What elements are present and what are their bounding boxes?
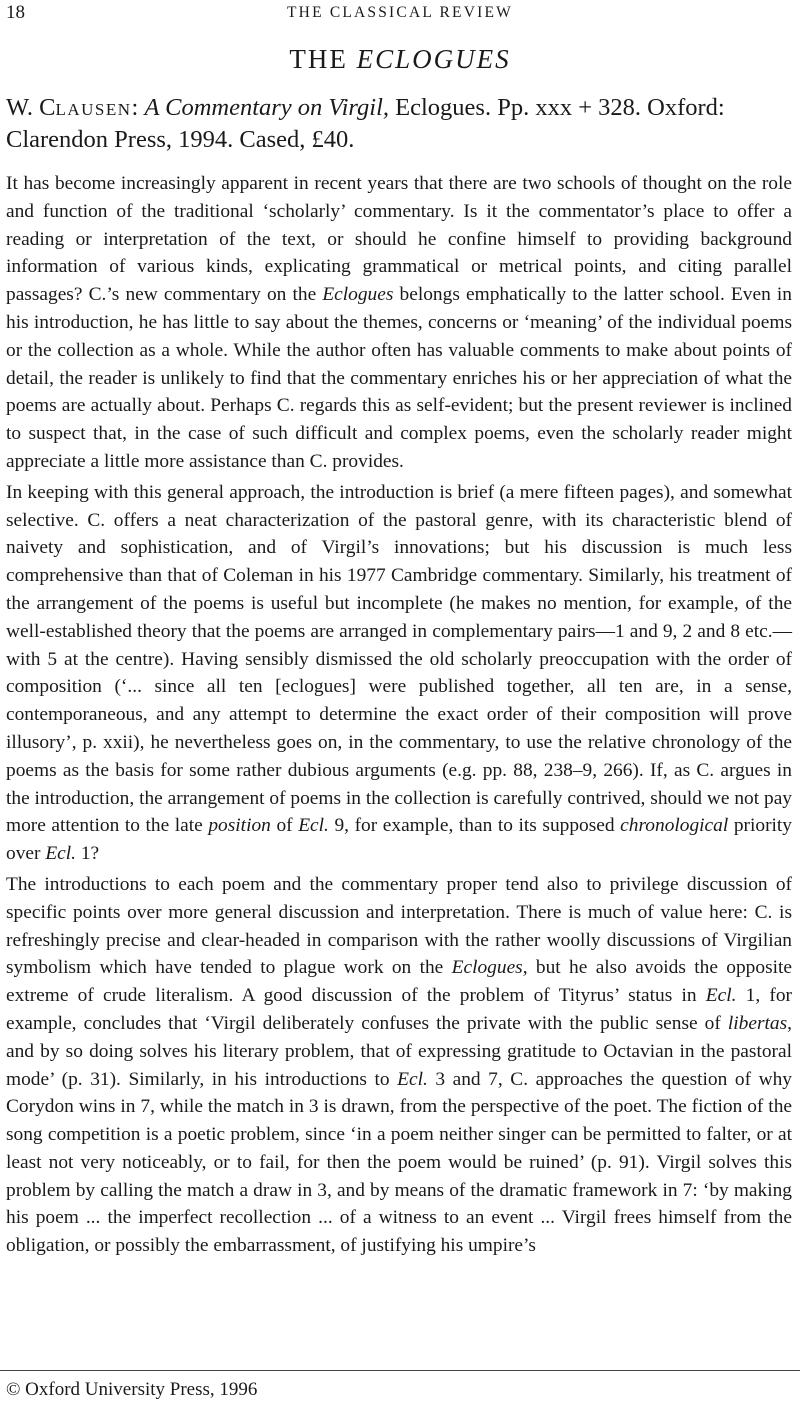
italic-run: chronological <box>620 815 729 837</box>
italic-run: Eclogues <box>322 284 394 306</box>
italic-run: Ecl. <box>705 985 737 1007</box>
citation-author-rest: lausen <box>55 94 132 121</box>
text-run: of <box>270 815 299 837</box>
text-run: 9, for example, than to its supposed <box>328 815 621 837</box>
review-body <box>6 170 792 1260</box>
text-run: 3 and 7, C. approaches the question of why Corydon wins in 7, while the match in 3 is drawn, from the perspective of the poet. The fiction of the song competition is a poetic problem, since ‘in a poem neither singer can be permitted to falter, or at least not very noticeably, or to fail, for then the poem would be ruined’ (p. 91). Virgil solves this problem by calling the match a draw in 3, and by means of the dramatic framework in 7: ‘by making his poem ... the imperfect recollection ... of a witness to an event ... Virgil frees himself from the obligation, or possibly the embarrassment, of justifying his umpire’s <box>6 1068 792 1257</box>
italic-run: position <box>208 815 271 837</box>
text-run: The introductions to each poem and the commentary proper tend also to privilege discussion of specific points over more general discussion and interpretation. There is much of value here: C. is refreshingly precise and clear-headed in comparison with the rather woolly discussions of Virgilian symbolism which have tended to plague work on the <box>6 873 792 979</box>
text-run: 1, for example, concludes that ‘Virgil deliberately confuses the private with the public sense of <box>6 985 792 1034</box>
text-run: , but he also avoids the opposite extreme of crude literalism. A good discussion of the problem of Tityrus’ status in <box>6 957 792 1007</box>
article-title-italic: ECLOGUES <box>356 44 511 74</box>
text-run: belongs emphatically to the latter school. Even in his introduction, he has little to say about the themes, concerns or ‘meaning’ of the individual poems or the collection as a whole. While the author often has valuable comments to make about points of detail, the reader is unlikely to find that the commentary enriches his or her appreciation of what the poems are actually about. Perhaps C. regards this as self-evident; but the present reviewer is inclined to suspect that, in the case of such difficult and complex poems, even the scholarly reader might appreciate a little more assistance than C. provides. <box>6 284 793 472</box>
article-title <box>0 44 800 75</box>
italic-run: Ecl. <box>397 1068 428 1090</box>
paragraph-3 <box>6 871 792 1260</box>
citation-author-initial: W. C <box>6 94 56 121</box>
running-head <box>6 2 794 28</box>
citation-book-title: A Commentary on Virgil, <box>144 94 390 121</box>
italic-run: Eclogues <box>451 957 523 979</box>
italic-run: Ecl. <box>298 815 329 837</box>
footer-divider <box>0 1370 800 1371</box>
italic-run: libertas <box>727 1012 788 1034</box>
article-title-prefix: THE <box>289 44 348 74</box>
paragraph-1 <box>6 170 792 476</box>
page-number: 18 <box>6 2 25 23</box>
citation-details: Eclogues. Pp. xxx + 328. Oxford: Clarendon Press, 1994. Cased, £40. <box>6 94 725 153</box>
text-run: 1? <box>76 843 100 865</box>
text-run: In keeping with this general approach, the introduction is brief (a mere fifteen pages), and somewhat selective. C. offers a neat characterization of the pastoral genre, with its characteristic blend of naivety and sophistication, and of Virgil’s innovations; but his discussion is much less comprehensive than that of Coleman in his 1977 Cambridge commentary. Similarly, his treatment of the arrangement of the poems is useful but incomplete (he makes no mention, for example, of the well-established theory that the poems are arranged in complementary pairs—1 and 9, 2 and 8 etc.—with 5 at the centre). Having sensibly dismissed the old scholarly preoccupation with the order of composition (‘... since all ten [eclogues] were published together, all ten are, in a sense, contemporaneous, and any attempt to determine the exact order of their composition will prove illusory’, p. xxii), he nevertheless goes on, in the commentary, to use the relative chronology of the poems as the basis for some rather dubious arguments (e.g. pp. 88, 238–9, 266). If, as C. argues in the introduction, the arrangement of poems in the collection is carefully contrived, should we not pay more attention to the late <box>6 481 792 837</box>
citation-colon: : <box>131 94 139 121</box>
italic-run: Ecl. <box>45 843 76 865</box>
journal-title: THE CLASSICAL REVIEW <box>287 4 513 21</box>
text-run: priority over <box>6 815 792 865</box>
text-run: It has become increasingly apparent in recent years that there are two schools of thought on the role and function of the traditional ‘scholarly’ commentary. Is it the commentator’s place to offer a reading or interpretation of the text, or should he confine himself to providing background information of various kinds, explicating grammatical or metrical points, and citing parallel passages? C.’s new commentary on the <box>6 173 792 306</box>
paragraph-2 <box>6 479 792 868</box>
copyright-notice: © Oxford University Press, 1996 <box>6 1379 258 1400</box>
text-run: , and by so doing solves his literary problem, that of expressing gratitude to Octavian in the pastoral mode’ (p. 31). Similarly, in his introductions to <box>6 1012 792 1090</box>
review-citation <box>6 92 792 156</box>
